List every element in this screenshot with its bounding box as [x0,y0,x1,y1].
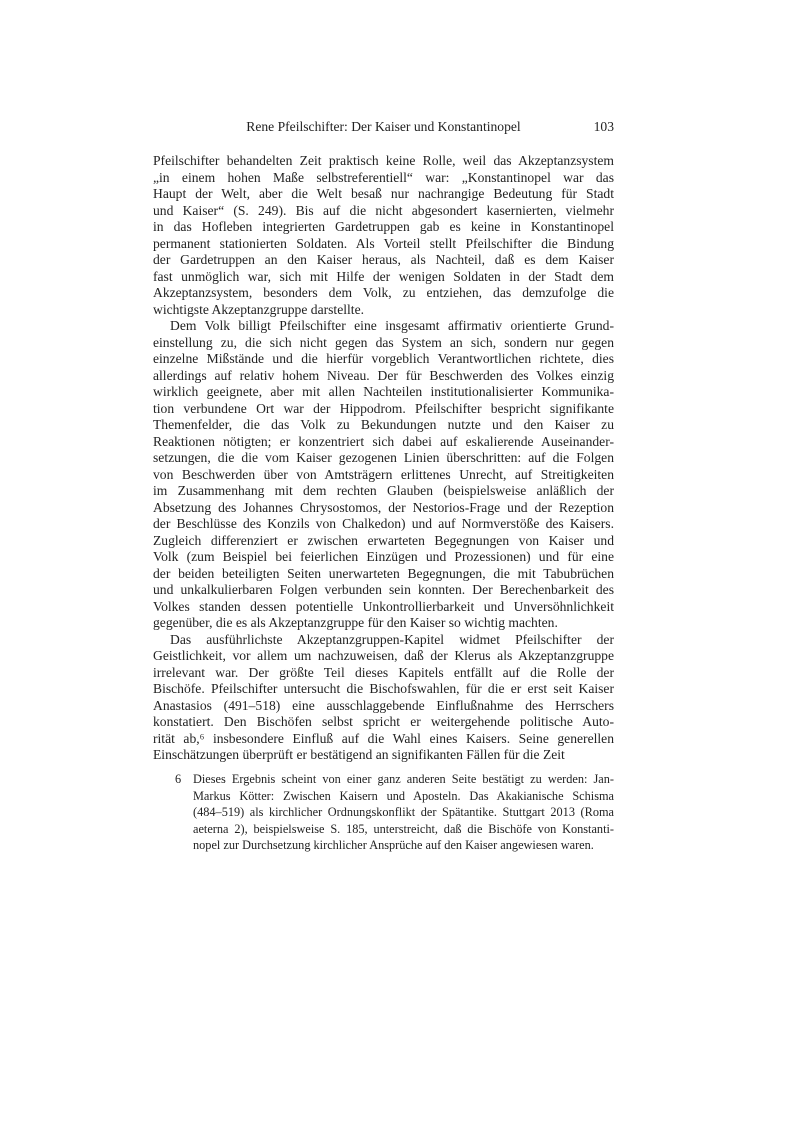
footnote-line-text: nopel zur Durchsetzung kirchlicher Ansprüche auf den Kaiser angewiesen waren. [193,838,594,852]
text-line-text: Absetzung des Johannes Chrysostomos, der Nestorios-Frage und der Rezeption [153,499,614,515]
text-line [153,153,614,170]
text-line-text: rität ab,⁶ insbesondere Einfluß auf die Wahl eines Kaisers. Seine generellen [153,730,614,746]
footnote-line [193,788,614,805]
footnote [153,771,614,854]
text-line-text: von Beschwerden über von Amtsträgern erlittenes Unrecht, auf Streitigkeiten [153,466,614,482]
text-line-text: Volkes standen dessen potentielle Unkontrollierbarkeit und Unversöhnlichkeit [153,598,614,614]
text-line [153,417,614,434]
text-line [153,714,614,731]
text-line-text: Haupt der Welt, aber die Welt besaß nur nachrangige Bedeutung für Stadt [153,186,614,201]
text-line-text: Volk (zum Beispiel bei feierlichen Einzügen und Prozessionen) und für eine [153,549,614,564]
paragraph [153,318,614,632]
text-line [153,285,614,302]
text-line-text: Das ausführlichste Akzeptanzgruppen-Kapitel widmet Pfeilschifter der [170,631,614,647]
text-line-text: wichtigste Akzeptanzgruppe darstellte. [153,301,365,317]
footnote-number: 6 [175,772,182,786]
text-line [153,269,614,286]
text-line-text: konstatiert. Den Bischöfen selbst spricht er weitergehende politische Auto- [153,714,614,729]
text-line-text: wirklich geeignete, aber mit allen Nachteilen institutionalisierter Kommunika- [153,384,614,399]
text-line [153,434,614,451]
text-line-text: permanent stationierten Soldaten. Als Vorteil stellt Pfeilschifter die Bindung [153,235,614,251]
text-line [153,384,614,401]
text-line [153,632,614,649]
footnote-line-text: (484–519) als kirchlicher Ordnungskonflikt der Spätantike. Stuttgart 2013 (Roma [193,805,614,819]
text-line [153,236,614,253]
footnote-line-text: aeterna 2), beispielsweise S. 185, unterstreicht, daß die Bischöfe von Konstanti- [193,821,614,836]
text-line [153,665,614,682]
text-line [153,483,614,500]
text-line [153,170,614,187]
text-line [153,681,614,698]
text-line-text: Einschätzungen überprüft er bestätigend an signifikanten Fällen für die Zeit [153,747,565,762]
text-line-text: der beiden beteiligten Seiten unerwarteten Begegnungen, die mit Tabubrüchen [153,565,614,581]
footnote-line-text: Dieses Ergebnis scheint von einer ganz anderen Seite bestätigt zu werden: Jan- [193,772,614,786]
text-line-text: im Zusammenhang mit dem rechten Glauben (beispielsweise anläßlich der [153,483,614,498]
text-line [153,450,614,467]
text-line-text: allerdings auf relativ hohem Niveau. Der für Beschwerden des Volkes einzig [153,367,614,383]
body-text [153,153,614,764]
text-line-text: in das Hofleben integrierten Gardetruppen gab es keine in Konstantinopel [153,219,614,234]
text-line [153,599,614,616]
text-line-text: Bischöfe. Pfeilschifter untersucht die Bischofswahlen, für die er erst seit Kaiser [153,681,614,696]
text-line [153,731,614,748]
text-line-text: der Beschlüsse des Konzils von Chalkedon) und auf Normverstöße des Kaisers. [153,516,614,531]
text-line-text: Anastasios (491–518) eine ausschlaggebende Einflußnahme des Herrschers [153,697,614,713]
text-line-text: einzelne Mißstände und die hierfür vorgeblich Verantwortlichen richtete, dies [153,351,614,366]
text-line-text: Pfeilschifter behandelten Zeit praktisch keine Rolle, weil das Akzeptanzsystem [153,153,614,168]
running-title: Rene Pfeilschifter: Der Kaiser und Konstantinopel [246,119,521,134]
text-line-text: und Kaiser“ (S. 249). Bis auf die nicht abgesondert kasernierten, vielmehr [153,202,614,218]
text-line-text: tion verbundene Ort war der Hippodrom. Pfeilschifter bespricht signifikante [153,400,614,416]
footnote-line-text: Markus Kötter: Zwischen Kaisern und Aposteln. Das Akakianische Schisma [193,788,614,803]
footnote-line [193,804,614,821]
text-line [153,549,614,566]
text-line-text: Themenfelder, die das Volk zu Bekundungen nutzte und den Kaiser zu [153,417,614,432]
text-line-text: und unkalkulierbaren Folgen verbunden sein konnten. Der Berechenbarkeit des [153,582,614,597]
text-line-text: fast unmöglich war, sich mit Hilfe der wenigen Soldaten in der Stadt dem [153,268,614,284]
text-line [153,335,614,352]
text-line [153,186,614,203]
page-number: 103 [593,119,614,134]
footnote-text [193,771,614,854]
text-line-text: einstellung zu, die sich nicht gegen das System an sich, sondern nur gegen [153,334,614,350]
paragraph [153,153,614,318]
text-line-text: irrelevant war. Der größte Teil dieses Kapitels entfällt auf die Rolle der [153,664,614,680]
text-line-text: Zugleich differenziert er zwischen erwarteten Begegnungen von Kaiser und [153,532,614,548]
text-line [153,219,614,236]
text-line [153,698,614,715]
text-line [153,500,614,517]
text-line-text: Dem Volk billigt Pfeilschifter eine insgesamt affirmativ orientierte Grund- [170,318,614,333]
text-line [153,351,614,368]
paragraph [153,632,614,764]
text-line [153,302,614,319]
text-line [153,516,614,533]
text-line-text: gegenüber, die es als Akzeptanzgruppe für den Kaiser so wichtig machten. [153,615,558,630]
text-line-text: setzungen, die die vom Kaiser gezogenen Linien überschritten: auf die Folgen [153,450,614,465]
text-line-text: Reaktionen nötigten; er konzentriert sich dabei auf eskalierende Auseinander- [153,433,614,449]
text-line-text: Geistlichkeit, vor allem um nachzuweisen, daß der Klerus als Akzeptanzgruppe [153,648,614,663]
text-line [153,368,614,385]
running-header [153,119,614,137]
text-line-text: Akzeptanzsystem, besonders dem Volk, zu entziehen, das demzufolge die [153,285,614,300]
text-line [153,401,614,418]
text-line-text: „in einem hohen Maße selbstreferentiell“ war: „Konstantinopel war das [153,169,614,185]
text-line [153,252,614,269]
text-line [153,318,614,335]
footnote-line [193,837,614,854]
text-line [153,648,614,665]
text-line [153,203,614,220]
footnote-line [193,771,614,788]
text-line [153,747,614,764]
text-line [153,582,614,599]
footnote-line [193,821,614,838]
text-line [153,467,614,484]
text-line [153,566,614,583]
text-line-text: der Gardetruppen an den Kaiser heraus, als Nachteil, daß es dem Kaiser [153,252,614,267]
text-line [153,615,614,632]
text-line [153,533,614,550]
